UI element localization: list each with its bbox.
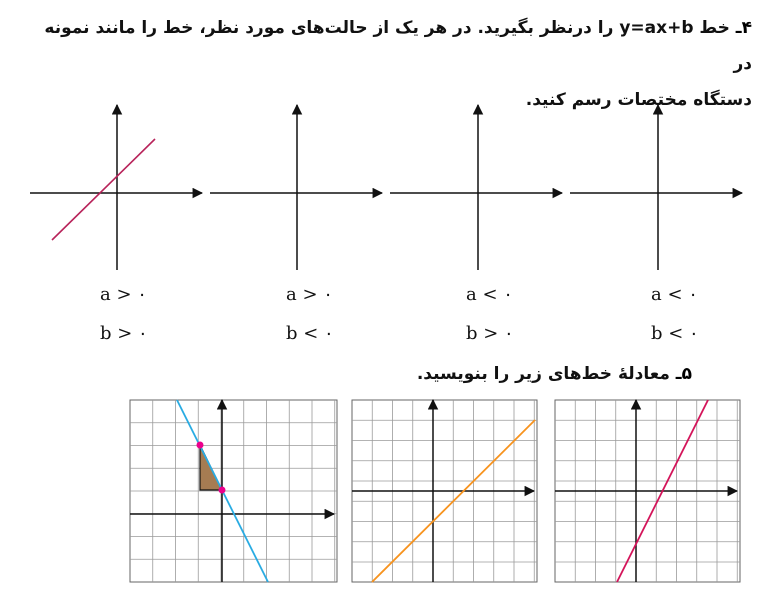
grid-figure-2 — [352, 400, 537, 582]
case-2-a-condition: a > ۰ — [286, 284, 333, 305]
axes-case-2 — [210, 105, 382, 270]
case-3-b-condition: b > ۰ — [466, 323, 514, 344]
question-5-number: ۵ـ — [675, 364, 692, 384]
question-5-text: معادلهٔ خط‌های زیر را بنویسید. — [416, 364, 670, 384]
case-1-a-condition: a > ۰ — [100, 284, 147, 305]
axes-case-4 — [570, 105, 742, 270]
question-4-line2: دستگاه مختصات رسم کنید. — [525, 90, 752, 110]
axes-case-1 — [30, 105, 202, 270]
question-5 — [417, 360, 692, 388]
axes-case-3 — [390, 105, 562, 270]
grid-lines — [130, 400, 337, 582]
case-2-b-condition: b < ۰ — [286, 323, 334, 344]
question-4-number: ۴ـ — [735, 18, 752, 38]
case-4-a-condition: a < ۰ — [651, 284, 698, 305]
question-4-line1: خط y=ax+b را درنظر بگیرید. در هر یک از حالت‌های مورد نظر، خط را مانند نمونه در — [44, 18, 752, 74]
case-1-b-condition: b > ۰ — [100, 323, 148, 344]
grid-figure-3 — [555, 400, 740, 582]
point-marker — [219, 487, 226, 494]
sample-line — [52, 139, 155, 240]
point-marker — [197, 442, 204, 449]
case-3-a-condition: a < ۰ — [466, 284, 513, 305]
case-4-b-condition: b < ۰ — [651, 323, 699, 344]
grid-figure-1 — [130, 400, 337, 582]
